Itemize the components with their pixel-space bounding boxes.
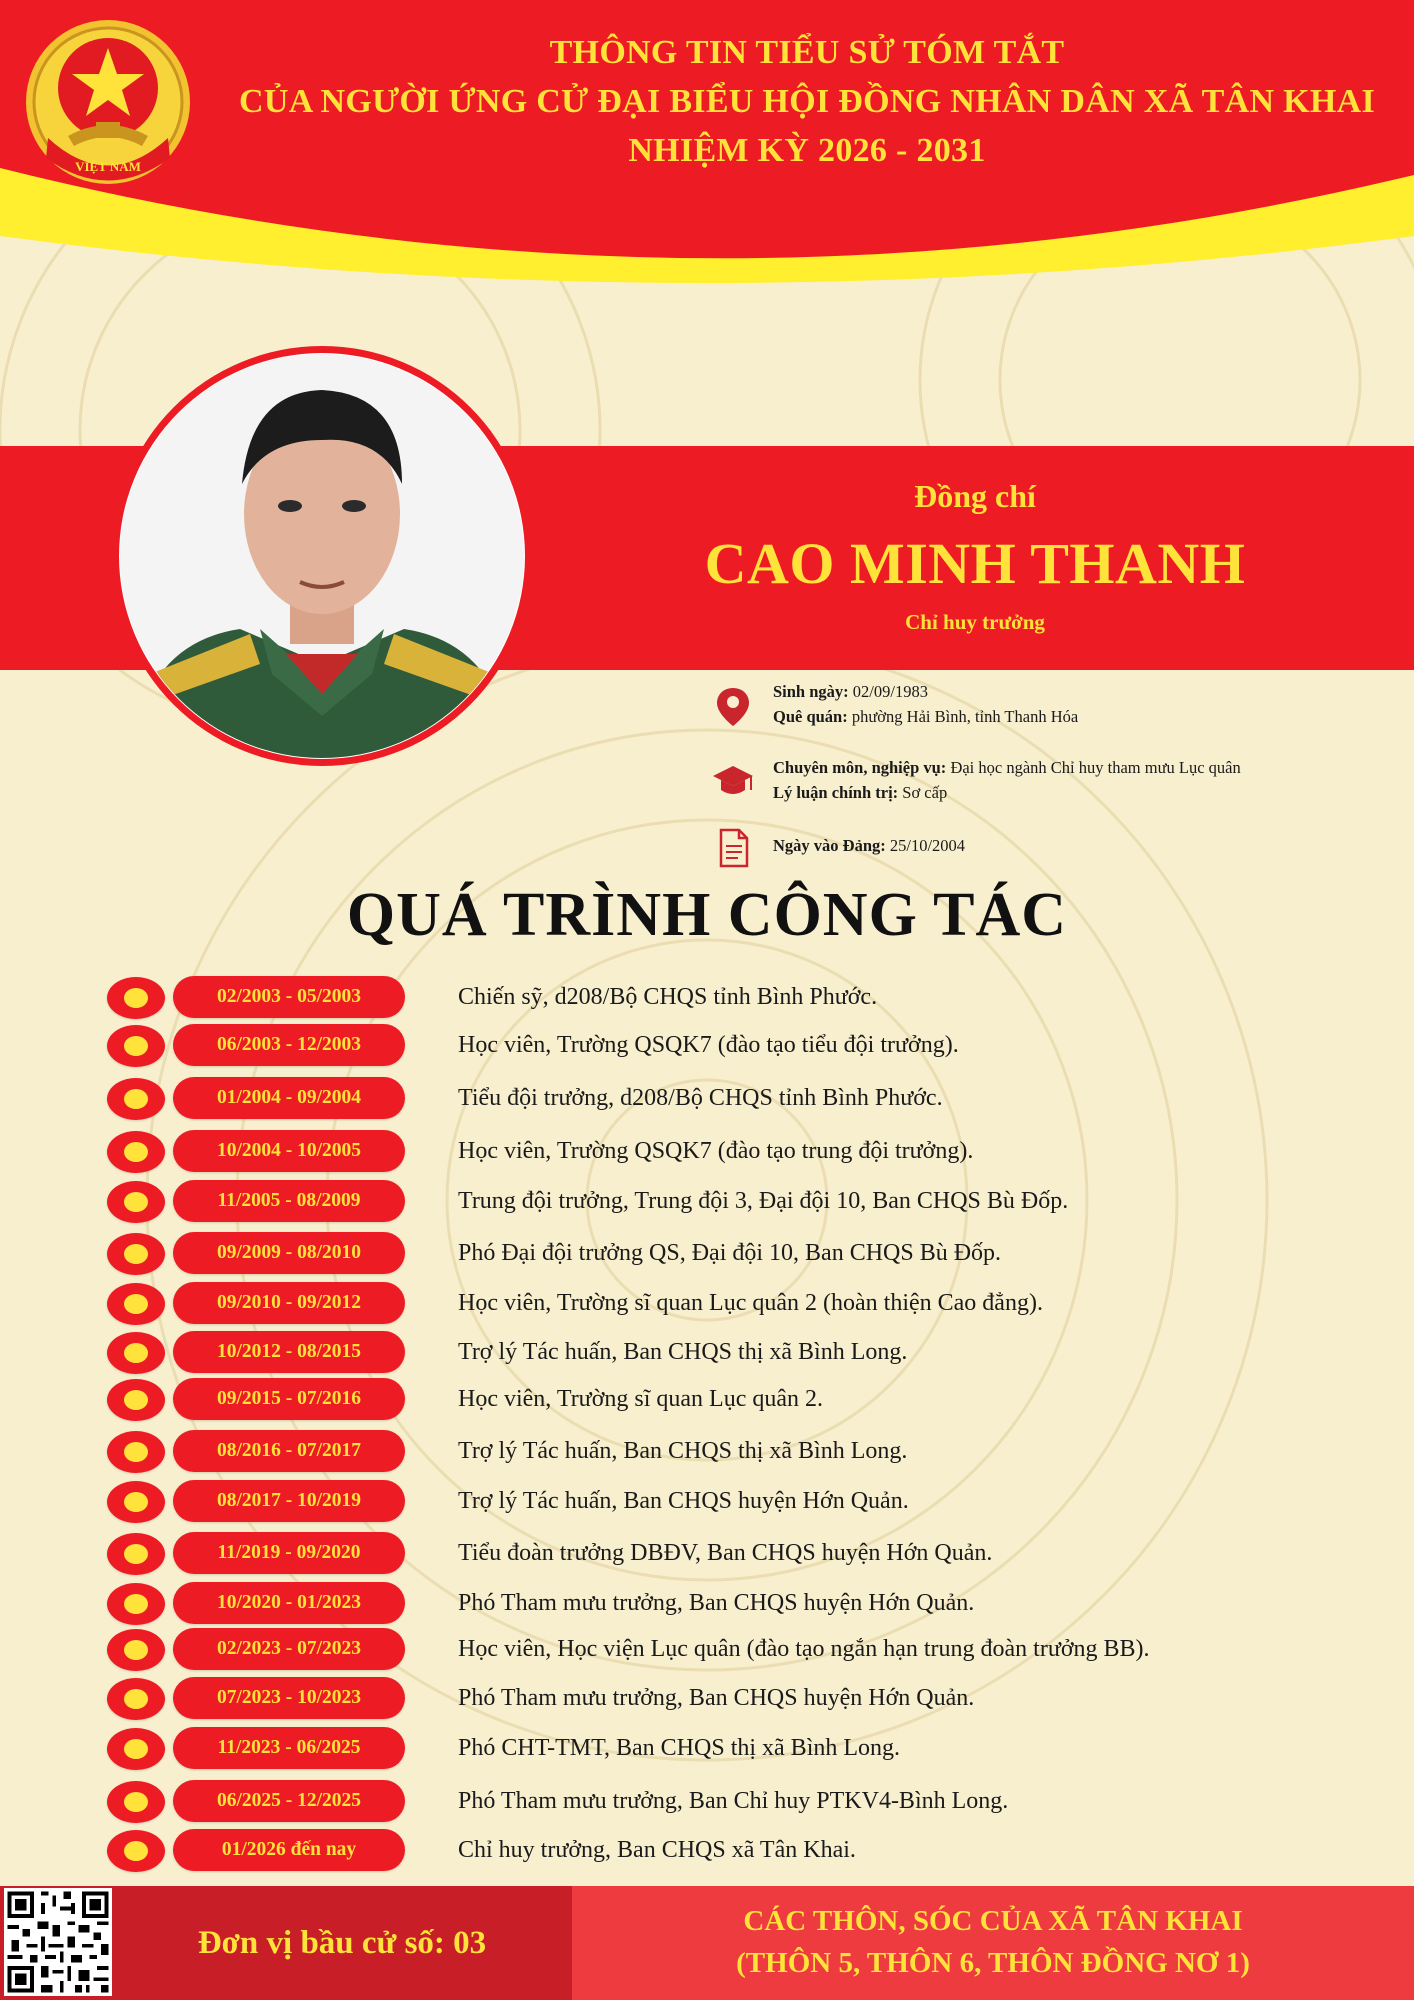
timeline-bullet-icon <box>107 977 165 1019</box>
birth-value: 02/09/1983 <box>848 682 928 701</box>
timeline-text: Chiến sỹ, d208/Bộ CHQS tỉnh Bình Phước. <box>458 984 878 1010</box>
timeline-text: Trợ lý Tác huấn, Ban CHQS thị xã Bình Long. <box>458 1339 908 1365</box>
timeline-date: 06/2003 - 12/2003 <box>173 1024 405 1066</box>
timeline-date: 11/2019 - 09/2020 <box>173 1532 405 1574</box>
timeline-row <box>0 1331 1414 1375</box>
timeline-text: Học viên, Trường QSQK7 (đào tạo trung đội trưởng). <box>458 1138 974 1164</box>
electoral-unit: Đơn vị bầu cử số: 03 <box>197 1925 487 1961</box>
timeline-text: Tiểu đội trưởng, d208/Bộ CHQS tỉnh Bình Phước. <box>458 1085 943 1111</box>
work-history-title: QUÁ TRÌNH CÔNG TÁC <box>346 881 1068 949</box>
party-value: 25/10/2004 <box>885 836 966 855</box>
timeline-text: Học viên, Trường QSQK7 (đào tạo tiểu đội trưởng). <box>458 1032 959 1058</box>
header-title <box>200 28 1414 175</box>
timeline-row <box>0 1130 1414 1174</box>
specialty-label: Chuyên môn, nghiệp vụ: <box>773 758 947 777</box>
header-line-3: NHIỆM KỲ 2026 - 2031 <box>628 132 986 169</box>
timeline-row <box>0 976 1414 1020</box>
timeline-date: 10/2012 - 08/2015 <box>173 1331 405 1373</box>
timeline-bullet-icon <box>107 1533 165 1575</box>
timeline-date: 09/2009 - 08/2010 <box>173 1232 405 1274</box>
political-theory-line <box>773 783 947 803</box>
timeline-text: Học viên, Trường sĩ quan Lục quân 2 (hoàn thiện Cao đẳng). <box>458 1290 1043 1316</box>
villages-line-2: (THÔN 5, THÔN 6, THÔN ĐỒNG NƠ 1) <box>736 1947 1250 1979</box>
villages-line-1: CÁC THÔN, SÓC CỦA XÃ TÂN KHAI <box>743 1905 1243 1937</box>
timeline-date: 10/2020 - 01/2023 <box>173 1582 405 1624</box>
timeline-row <box>0 1024 1414 1068</box>
timeline-row <box>0 1077 1414 1121</box>
villages-list <box>572 1900 1414 1984</box>
timeline-text: Trợ lý Tác huấn, Ban CHQS huyện Hớn Quản. <box>458 1488 909 1514</box>
timeline-text: Trợ lý Tác huấn, Ban CHQS thị xã Bình Long. <box>458 1438 908 1464</box>
timeline-text: Học viên, Trường sĩ quan Lục quân 2. <box>458 1386 824 1412</box>
timeline-row <box>0 1232 1414 1276</box>
timeline-row <box>0 1677 1414 1721</box>
timeline-row <box>0 1727 1414 1771</box>
graduation-cap-icon <box>711 760 755 804</box>
timeline-text: Chỉ huy trưởng, Ban CHQS xã Tân Khai. <box>458 1837 856 1863</box>
timeline-bullet-icon <box>107 1583 165 1625</box>
candidate-position: Chỉ huy trưởng <box>905 610 1045 634</box>
timeline-bullet-icon <box>107 1379 165 1421</box>
hometown-label: Quê quán: <box>773 707 848 726</box>
timeline-date: 02/2023 - 07/2023 <box>173 1628 405 1670</box>
timeline-bullet-icon <box>107 1629 165 1671</box>
party-date-line <box>773 836 965 856</box>
timeline-bullet-icon <box>107 1830 165 1872</box>
timeline-date: 09/2010 - 09/2012 <box>173 1282 405 1324</box>
specialty-line <box>773 758 1241 778</box>
timeline-bullet-icon <box>107 1728 165 1770</box>
timeline-row <box>0 1829 1414 1873</box>
portrait-photo <box>110 344 534 768</box>
timeline-date: 08/2017 - 10/2019 <box>173 1480 405 1522</box>
timeline-date: 11/2005 - 08/2009 <box>173 1180 405 1222</box>
timeline-bullet-icon <box>107 1131 165 1173</box>
timeline-bullet-icon <box>107 1025 165 1067</box>
document-icon <box>711 826 755 870</box>
timeline-row <box>0 1282 1414 1326</box>
timeline-date: 01/2026 đến nay <box>173 1829 405 1871</box>
timeline-date: 02/2003 - 05/2003 <box>173 976 405 1018</box>
timeline-date: 07/2023 - 10/2023 <box>173 1677 405 1719</box>
timeline-row <box>0 1628 1414 1672</box>
timeline-row <box>0 1378 1414 1422</box>
political-label: Lý luận chính trị: <box>773 783 899 802</box>
timeline-text: Tiểu đoàn trưởng DBĐV, Ban CHQS huyện Hớn Quản. <box>458 1540 993 1566</box>
timeline-row <box>0 1480 1414 1524</box>
specialty-value: Đại học ngành Chỉ huy tham mưu Lục quân <box>946 758 1241 777</box>
timeline-date: 09/2015 - 07/2016 <box>173 1378 405 1420</box>
timeline-date: 06/2025 - 12/2025 <box>173 1780 405 1822</box>
timeline-text: Phó Tham mưu trưởng, Ban CHQS huyện Hớn Quản. <box>458 1685 975 1711</box>
location-pin-icon <box>711 684 755 728</box>
timeline-row <box>0 1532 1414 1576</box>
party-label: Ngày vào Đảng: <box>773 836 886 855</box>
timeline-row <box>0 1180 1414 1224</box>
emblem-ribbon-text: VIỆT NAM <box>75 159 141 174</box>
header-line-1: THÔNG TIN TIỂU SỬ TÓM TẮT <box>549 34 1065 71</box>
timeline-date: 10/2004 - 10/2005 <box>173 1130 405 1172</box>
timeline-bullet-icon <box>107 1481 165 1523</box>
timeline-date: 08/2016 - 07/2017 <box>173 1430 405 1472</box>
qr-code-icon[interactable] <box>4 1888 112 1996</box>
timeline-bullet-icon <box>107 1431 165 1473</box>
timeline-bullet-icon <box>107 1233 165 1275</box>
timeline-bullet-icon <box>107 1181 165 1223</box>
candidate-name: CAO MINH THANH <box>704 531 1246 596</box>
timeline-bullet-icon <box>107 1078 165 1120</box>
timeline-row <box>0 1430 1414 1474</box>
timeline-bullet-icon <box>107 1781 165 1823</box>
birth-label: Sinh ngày: <box>773 682 849 701</box>
timeline-date: 11/2023 - 06/2025 <box>173 1727 405 1769</box>
timeline-row <box>0 1582 1414 1626</box>
candidate-prefix: Đồng chí <box>914 478 1036 514</box>
hometown-line <box>773 707 1078 727</box>
timeline-bullet-icon <box>107 1678 165 1720</box>
hometown-value: phường Hải Bình, tỉnh Thanh Hóa <box>847 707 1079 726</box>
timeline-text: Phó Tham mưu trưởng, Ban CHQS huyện Hớn Quản. <box>458 1590 975 1616</box>
birth-date-line <box>773 682 928 702</box>
timeline-bullet-icon <box>107 1283 165 1325</box>
timeline-text: Phó Đại đội trưởng QS, Đại đội 10, Ban CHQS Bù Đốp. <box>458 1240 1002 1266</box>
national-emblem-icon <box>20 18 196 194</box>
header-line-2: CỦA NGƯỜI ỨNG CỬ ĐẠI BIỂU HỘI ĐỒNG NHÂN DÂN XÃ TÂN KHAI <box>238 83 1376 120</box>
timeline-row <box>0 1780 1414 1824</box>
timeline-text: Trung đội trưởng, Trung đội 3, Đại đội 10, Ban CHQS Bù Đốp. <box>458 1188 1069 1214</box>
timeline-text: Học viên, Học viện Lục quân (đào tạo ngắn hạn trung đoàn trưởng BB). <box>458 1636 1150 1662</box>
timeline-bullet-icon <box>107 1332 165 1374</box>
timeline-text: Phó Tham mưu trưởng, Ban Chỉ huy PTKV4-Bình Long. <box>458 1788 1009 1814</box>
timeline-text: Phó CHT-TMT, Ban CHQS thị xã Bình Long. <box>458 1735 901 1761</box>
political-value: Sơ cấp <box>898 783 948 802</box>
timeline-date: 01/2004 - 09/2004 <box>173 1077 405 1119</box>
